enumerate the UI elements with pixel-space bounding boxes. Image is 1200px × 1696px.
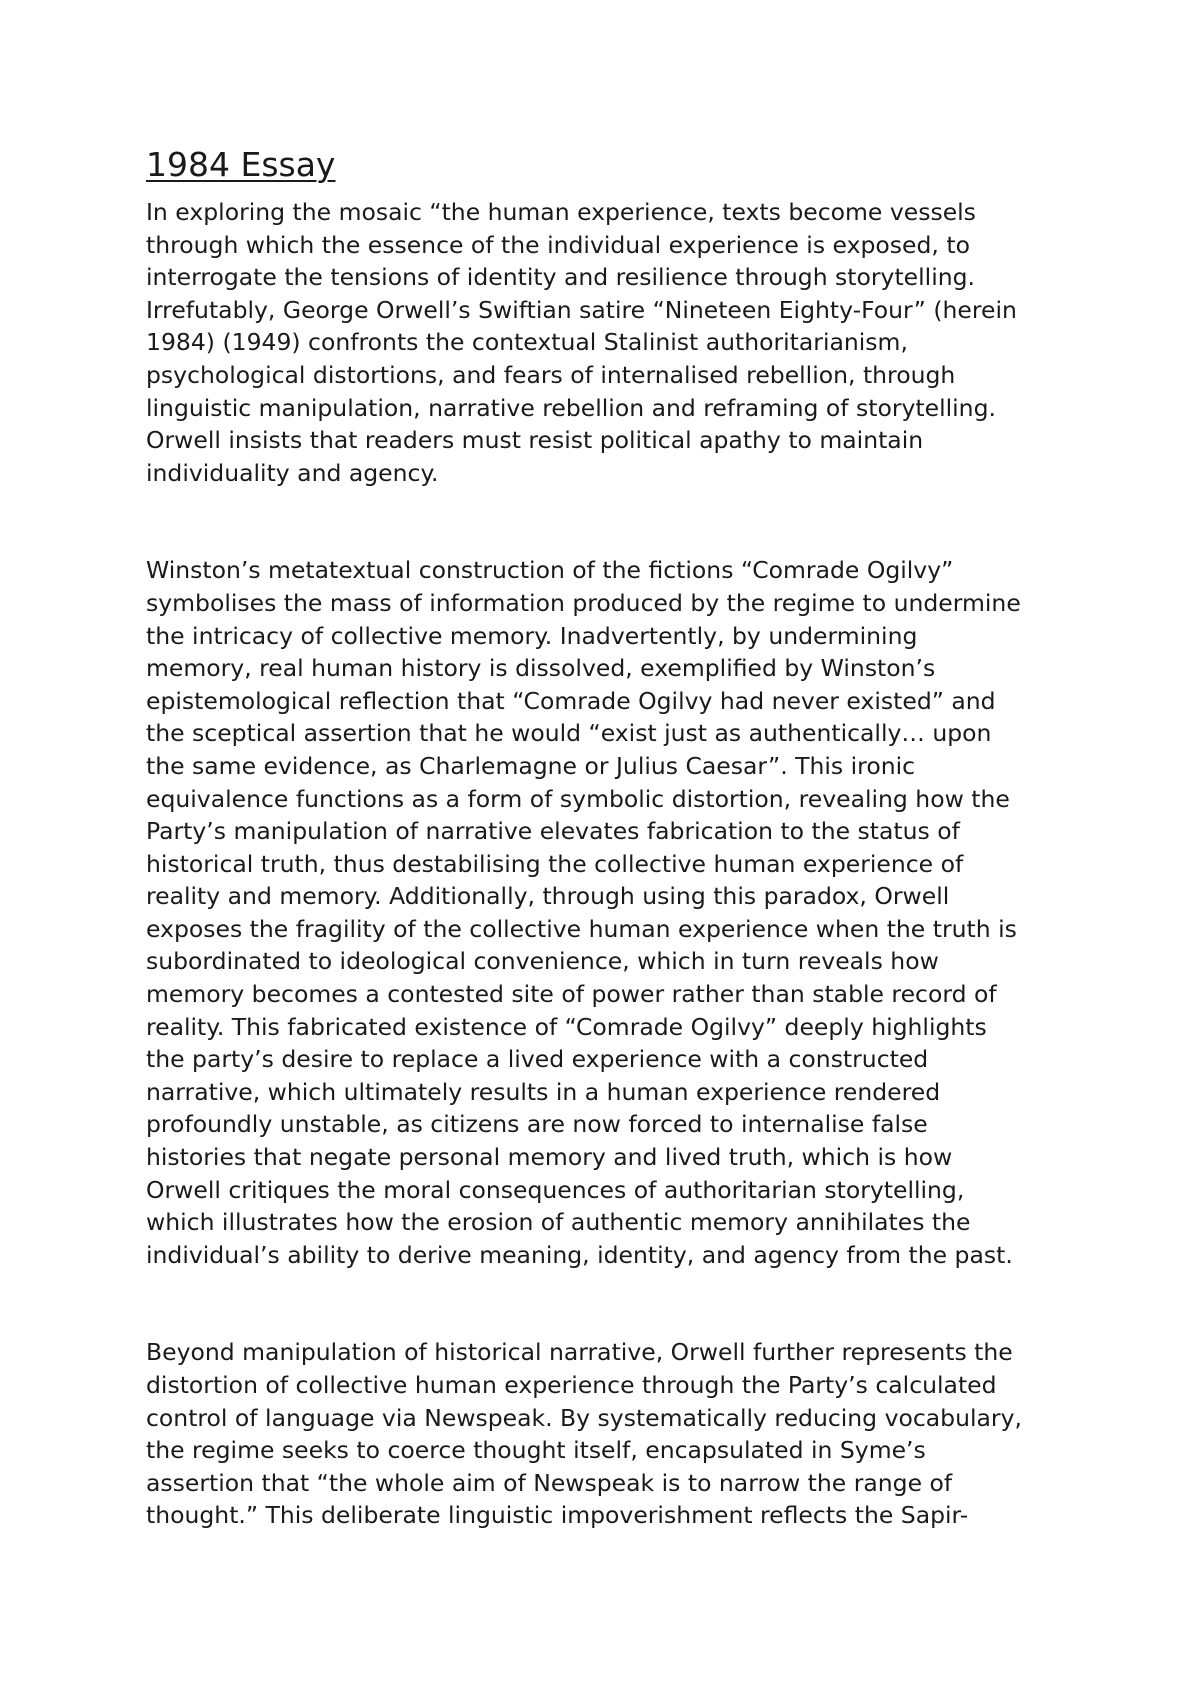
text-line: exposes the fragility of the collective human experience when the truth is <box>146 914 1017 943</box>
text-line: reality. This fabricated existence of “Comrade Ogilvy” deeply highlights <box>146 1012 987 1041</box>
paragraph-container <box>146 196 1086 1532</box>
text-line: profoundly unstable, as citizens are now forced to internalise false <box>146 1110 928 1139</box>
text-line: thought.” This deliberate linguistic impoverishment reflects the Sapir- <box>146 1501 969 1530</box>
text-line: narrative, which ultimately results in a human experience rendered <box>146 1077 941 1106</box>
document-title: 1984 Essay <box>146 145 336 184</box>
text-line: through which the essence of the individual experience is exposed, to <box>146 230 970 259</box>
text-line: Party’s manipulation of narrative elevates fabrication to the status of <box>146 817 960 846</box>
text-line: Orwell insists that readers must resist political apathy to maintain <box>146 426 924 455</box>
text-line: control of language via Newspeak. By systematically reducing vocabulary, <box>146 1403 1022 1432</box>
text-line: assertion that “the whole aim of Newspeak is to narrow the range of <box>146 1468 953 1497</box>
document-body <box>146 140 1086 1532</box>
text-line: which illustrates how the erosion of authentic memory annihilates the <box>146 1208 971 1237</box>
text-line: individual’s ability to derive meaning, identity, and agency from the past. <box>146 1240 1013 1269</box>
text-line: individuality and agency. <box>146 458 439 487</box>
text-line: memory, real human history is dissolved, exemplified by Winston’s <box>146 654 936 683</box>
text-line: the same evidence, as Charlemagne or Julius Caesar”. This ironic <box>146 751 916 780</box>
paragraph-2 <box>146 554 1086 1271</box>
text-line: psychological distortions, and fears of internalised rebellion, through <box>146 360 956 389</box>
text-line: Beyond manipulation of historical narrative, Orwell further represents the <box>146 1338 1013 1367</box>
text-line: epistemological reflection that “Comrade Ogilvy had never existed” and <box>146 686 996 715</box>
text-line: equivalence functions as a form of symbolic distortion, revealing how the <box>146 784 1010 813</box>
text-line: the sceptical assertion that he would “exist just as authentically… upon <box>146 719 992 748</box>
text-line: the regime seeks to coerce thought itself, encapsulated in Syme’s <box>146 1436 926 1465</box>
text-line: the intricacy of collective memory. Inadvertently, by undermining <box>146 621 918 650</box>
text-line: Winston’s metatextual construction of the fictions “Comrade Ogilvy” <box>146 556 954 585</box>
text-line: In exploring the mosaic “the human experience, texts become vessels <box>146 198 976 226</box>
text-line: historical truth, thus destabilising the collective human experience of <box>146 849 964 878</box>
text-line: Irrefutably, George Orwell’s Swiftian satire “Nineteen Eighty-Four” (herein <box>146 295 1017 324</box>
paragraph-1 <box>146 196 1086 489</box>
text-line: histories that negate personal memory and lived truth, which is how <box>146 1143 953 1172</box>
text-line: subordinated to ideological convenience, which in turn reveals how <box>146 947 939 976</box>
text-line: reality and memory. Additionally, through using this paradox, Orwell <box>146 882 950 911</box>
text-line: memory becomes a contested site of power rather than stable record of <box>146 980 997 1009</box>
text-line: linguistic manipulation, narrative rebellion and reframing of storytelling. <box>146 393 996 422</box>
paragraph-3 <box>146 1336 1086 1532</box>
text-line: 1984) (1949) confronts the contextual Stalinist authoritarianism, <box>146 328 908 357</box>
text-line: distortion of collective human experience through the Party’s calculated <box>146 1371 997 1399</box>
text-line: the party’s desire to replace a lived experience with a constructed <box>146 1045 929 1074</box>
text-line: symbolises the mass of information produced by the regime to undermine <box>146 588 1021 617</box>
text-line: Orwell critiques the moral consequences of authoritarian storytelling, <box>146 1175 965 1204</box>
text-line: interrogate the tensions of identity and resilience through storytelling. <box>146 263 976 292</box>
